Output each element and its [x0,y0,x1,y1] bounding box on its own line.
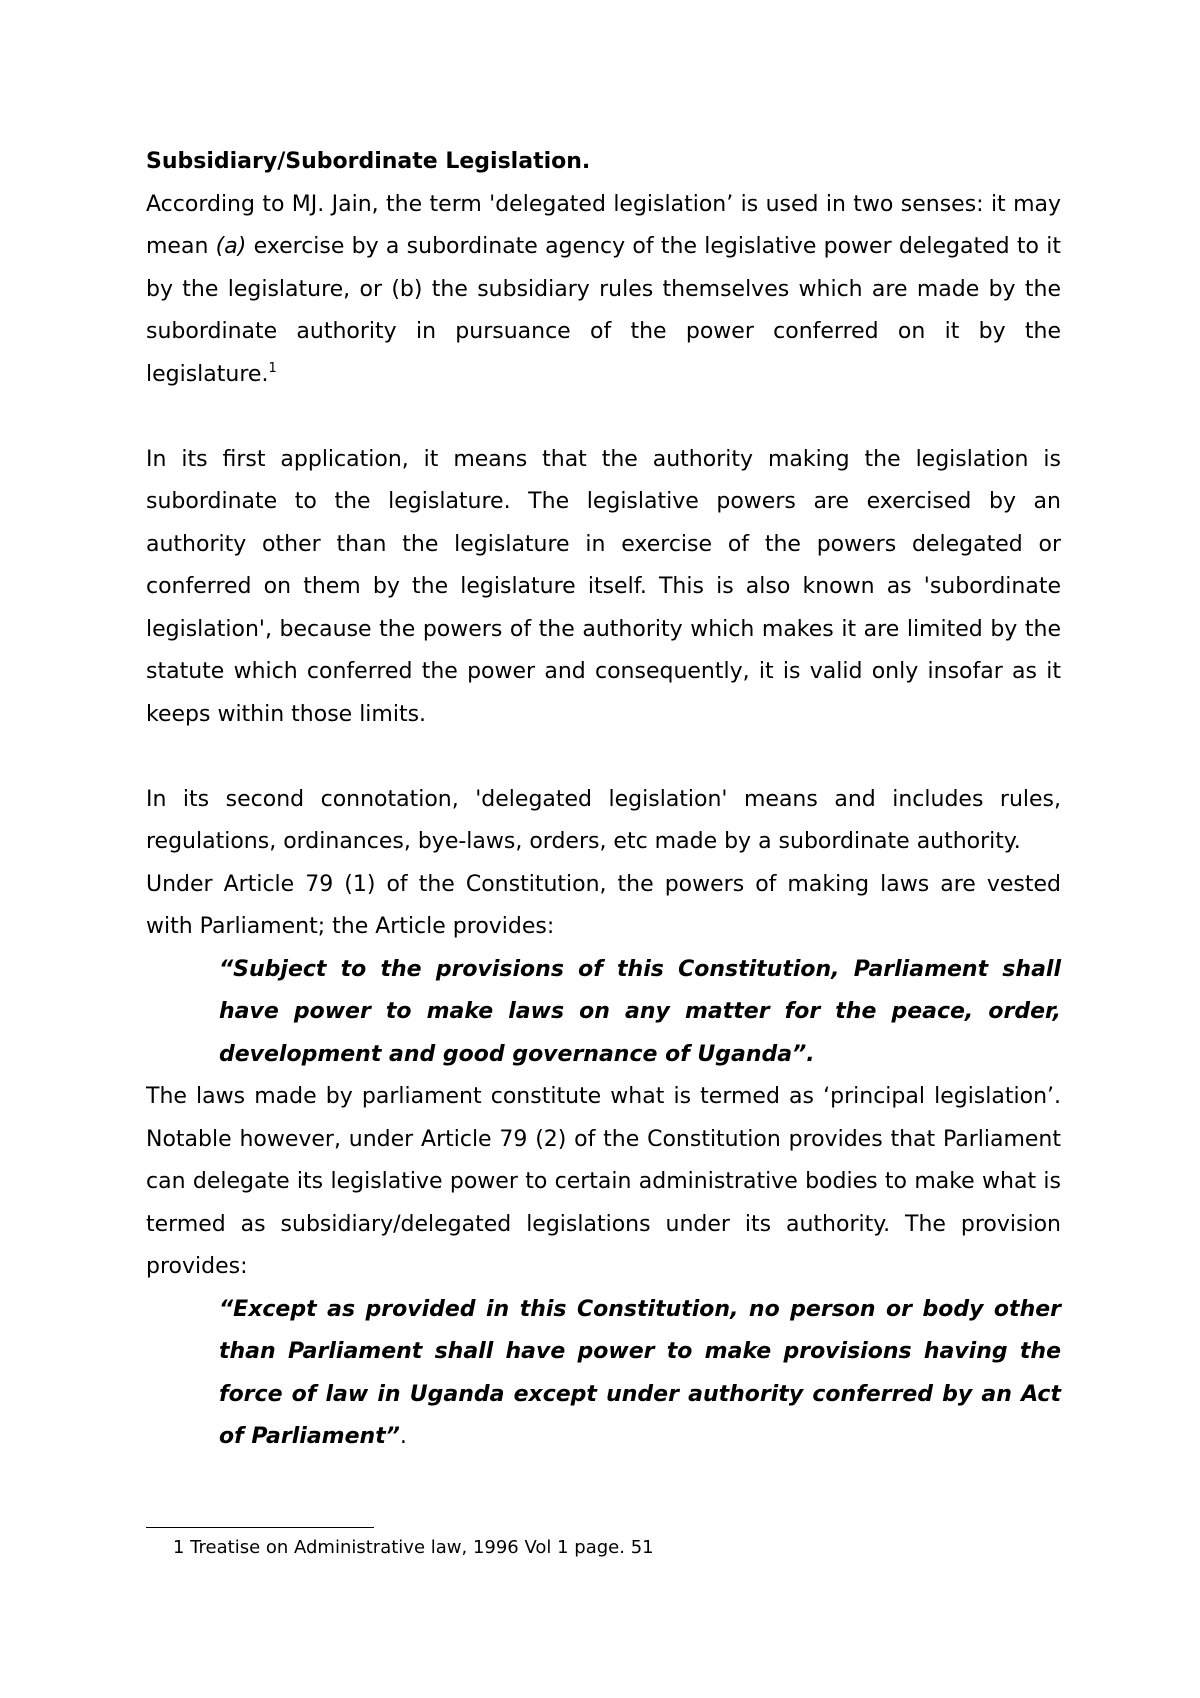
paragraph-text: According to MJ. Jain, the term 'delegated legislation’ is used in two senses: it may mean [146,191,1061,259]
quote-text: “Except as provided in this Constitution, no person or body other than Parliament shall have power to make provisions having the force of law in Uganda except under authority conferred by an Act of Parliament” [219,1296,1061,1449]
paragraph-spacer [146,396,1061,439]
document-title: Subsidiary/Subordinate Legislation. [146,149,591,174]
quote-article-79-1: “Subject to the provisions of this Constitution, Parliament shall have power to make laws on any matter for the peace, order, development and good governance of Uganda”. [219,956,1061,1067]
paragraph-article-79-1: Under Article 79 (1) of the Constitution, the powers of making laws are vested with Parliament; the Article provides: [146,871,1061,939]
quote-article-79-2 [219,1289,1061,1459]
sense-a-marker: (a) [215,234,247,259]
footnote [173,1536,654,1560]
document-body [146,141,1061,1459]
footnote-number: 1 [173,1537,185,1558]
paragraph-spacer [146,736,1061,779]
paragraph-text: exercise by a subordinate agency of the legislative power delegated to it by the legislature, or (b) the subsidiary rules themselves which are made by the subordinate authority in pursuance of the power conferred on it by the legislature. [146,234,1061,387]
paragraph-first-application: In its first application, it means that the authority making the legislation is subordinate to the legislature. The legislative powers are exercised by an authority other than the legislature in exercise of the powers delegated or conferred on them by the legislature itself. This is also known as 'subordinate legislation', because the powers of the authority which makes it are limited by the statute which conferred the power and consequently, it is valid only insofar as it keeps within those limits. [146,446,1061,727]
footnote-separator [146,1527,374,1528]
footnote-text: Treatise on Administrative law, 1996 Vol 1 page. 51 [184,1537,654,1558]
paragraph-second-connotation: In its second connotation, 'delegated legislation' means and includes rules, regulations, ordinances, bye-laws, orders, etc made by a subordinate authority. [146,786,1061,854]
paragraph-principal-legislation: The laws made by parliament constitute what is termed as ‘principal legislation’. Notable however, under Article 79 (2) of the Constitution provides that Parliament can delegate its legislative power to certain administrative bodies to make what is termed as subsidiary/delegated legislations under its authority. The provision provides: [146,1084,1061,1279]
quote-end-punctuation: . [399,1424,407,1449]
footnote-reference[interactable]: 1 [268,360,277,376]
paragraph-definition [146,184,1061,397]
